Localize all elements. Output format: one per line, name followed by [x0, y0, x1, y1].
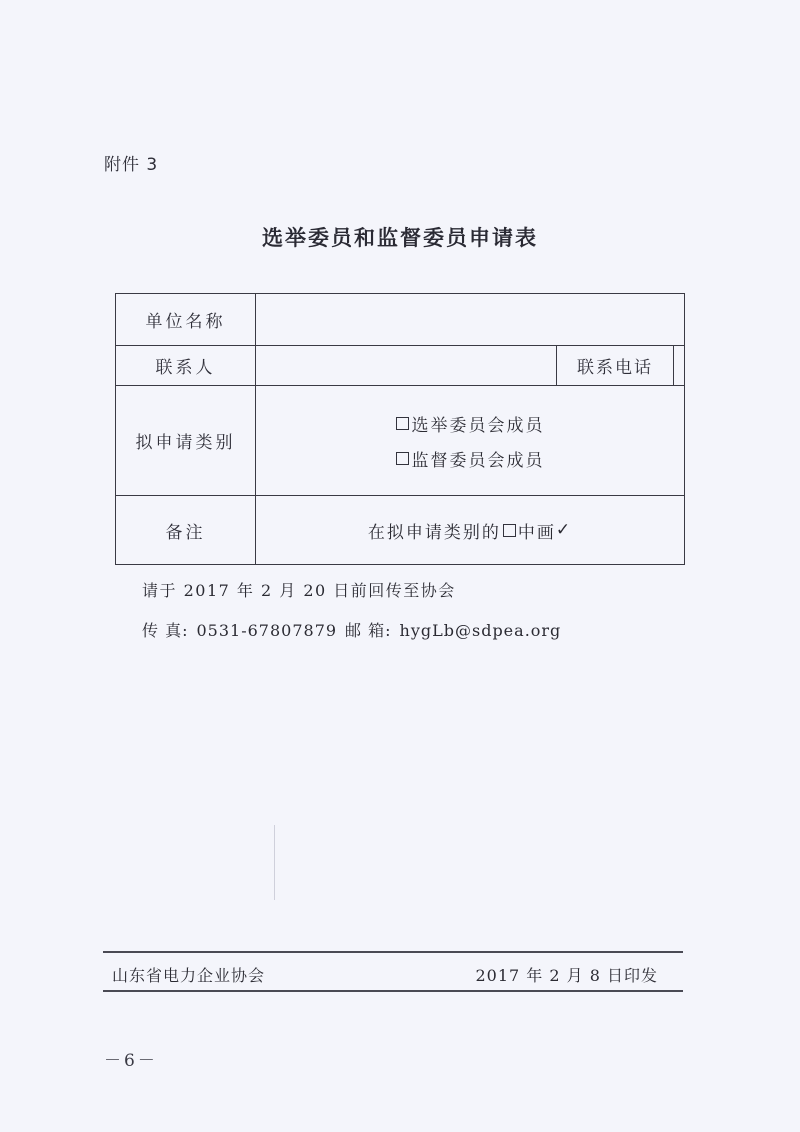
email-address[interactable]: hygLb@sdpea.org [399, 621, 562, 640]
page-number: －6－ [104, 1051, 158, 1071]
remark-row [116, 496, 684, 564]
remark-label: 备注 [116, 496, 256, 564]
contact-phone-field[interactable] [534, 346, 684, 385]
footer-issue-date: 2017 年 2 月 8 日印发 [475, 966, 658, 985]
category-row [116, 386, 684, 496]
scan-artifact-line [274, 825, 275, 900]
remark-text-after: 中画 [517, 522, 556, 543]
unit-name-row [116, 294, 684, 346]
contact-row [116, 346, 684, 386]
checkbox-icon[interactable] [396, 417, 409, 430]
contact-person-label: 联系人 [116, 346, 256, 385]
fax-number: 0531-67807879 [196, 621, 338, 640]
unit-name-field[interactable] [256, 294, 684, 345]
application-form-table [115, 293, 685, 565]
option-election-committee[interactable] [396, 411, 545, 436]
unit-name-label: 单位名称 [116, 294, 256, 345]
category-label: 拟申请类别 [116, 386, 256, 495]
footer-organization: 山东省电力企业协会 [112, 966, 266, 985]
checkmark-icon: ✓ [555, 520, 573, 540]
contact-info [142, 618, 569, 641]
option-label: 选举委员会成员 [411, 415, 545, 436]
attachment-label: 附件 3 [104, 155, 159, 175]
option-supervision-committee[interactable] [396, 446, 545, 471]
option-label: 监督委员会成员 [411, 450, 545, 471]
fax-label: 传 真: [142, 621, 189, 640]
email-label: 邮 箱: [345, 621, 392, 640]
category-options [256, 386, 684, 495]
footer-divider-top [103, 951, 683, 953]
remark-text-before: 在拟申请类别的 [367, 522, 501, 543]
checkbox-icon [503, 524, 516, 537]
contact-phone-label: 联系电话 [556, 346, 674, 385]
deadline-text: 请于 2017 年 2 月 20 日前回传至协会 [142, 581, 456, 600]
contact-person-field[interactable] [256, 346, 414, 385]
form-title: 选举委员和监督委员申请表 [262, 226, 538, 250]
remark-text [256, 496, 684, 564]
checkbox-icon[interactable] [396, 452, 409, 465]
footer-divider-bottom [103, 990, 683, 992]
